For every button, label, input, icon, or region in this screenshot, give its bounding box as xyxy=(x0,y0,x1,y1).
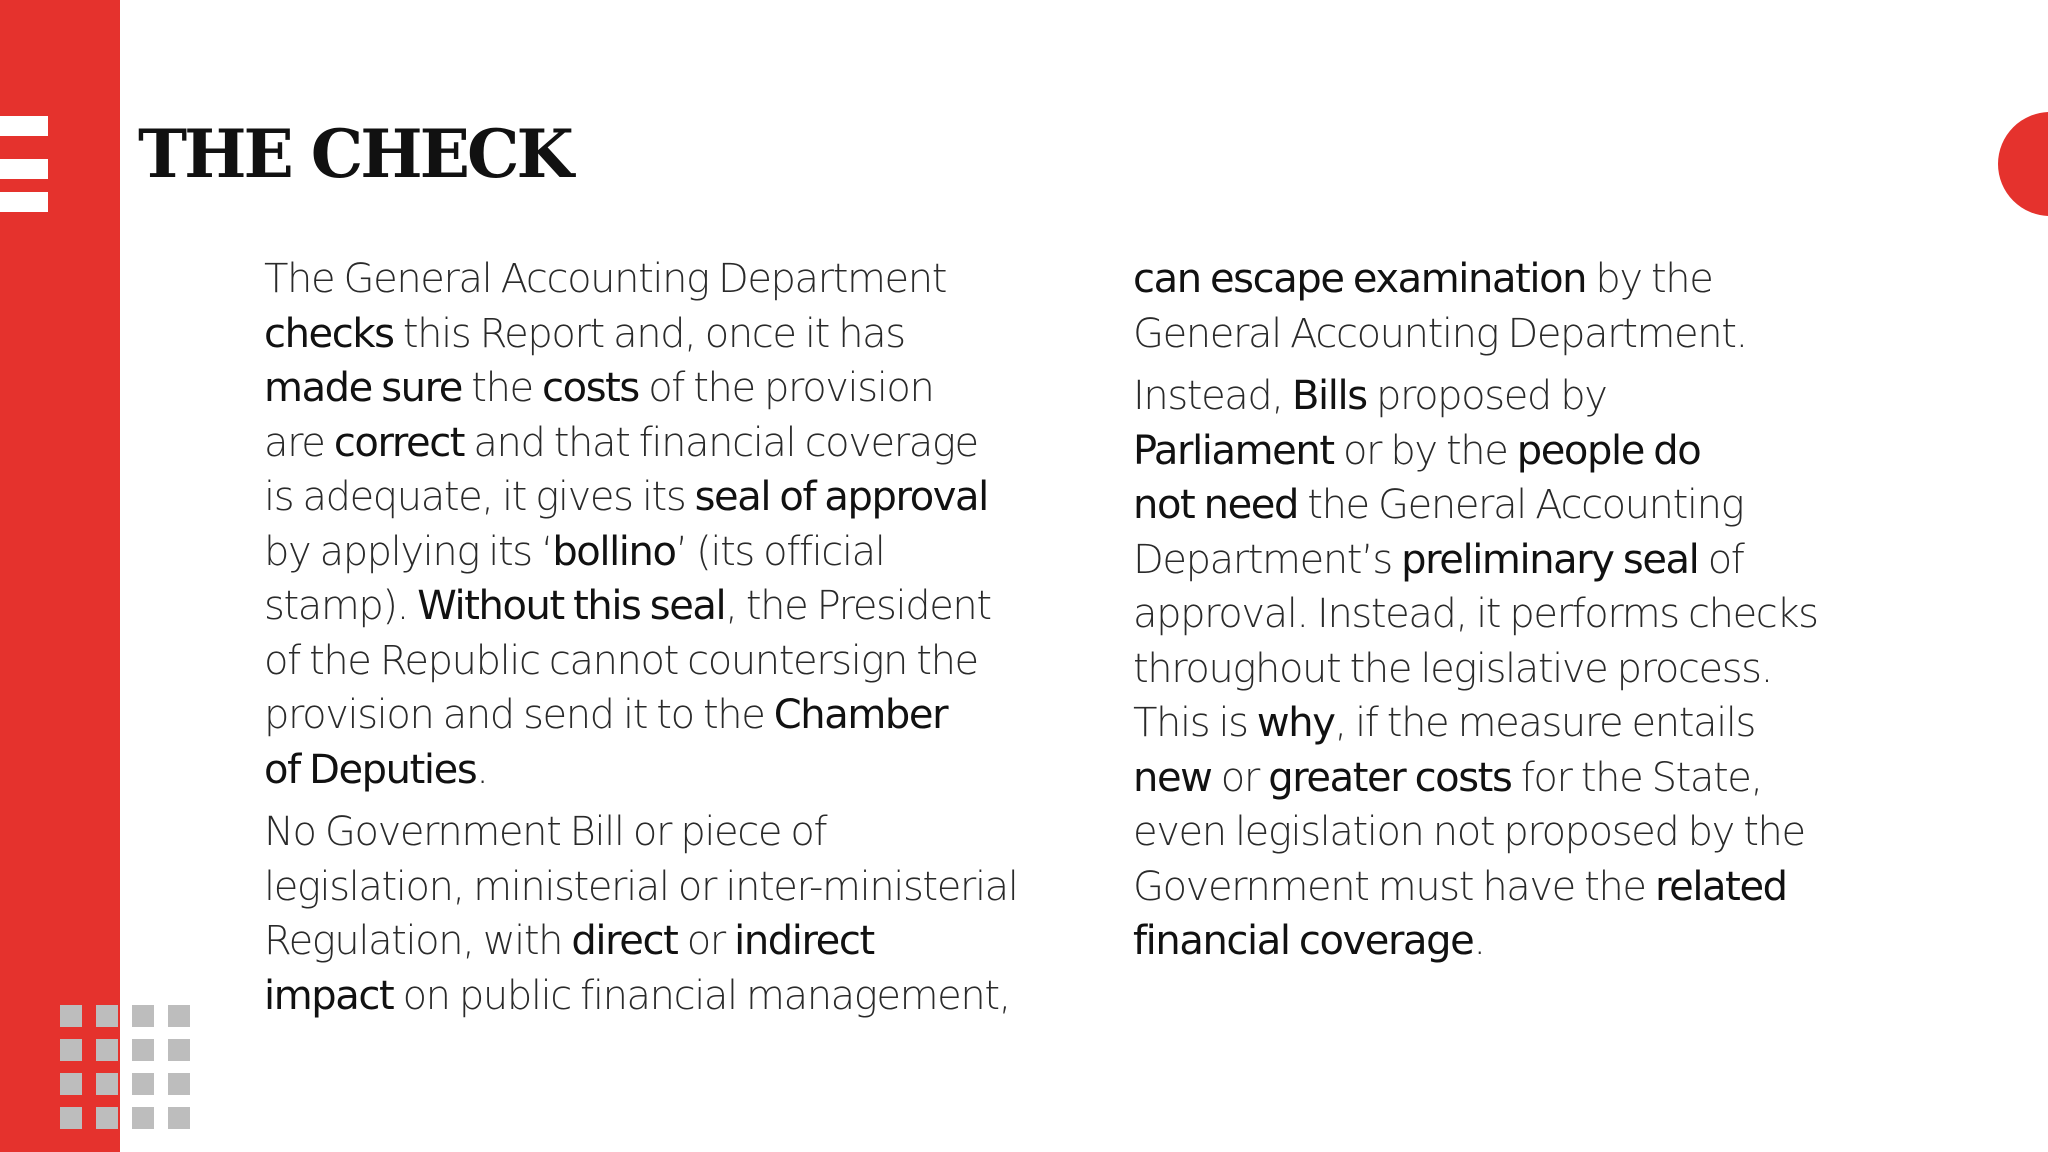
grid-square-decoration xyxy=(96,1005,118,1027)
bold-phrase: of Deputies xyxy=(264,746,477,793)
bold-phrase: why xyxy=(1256,700,1335,746)
text-run: or by the xyxy=(1333,427,1517,474)
bold-phrase: correct xyxy=(333,419,465,466)
bold-phrase: Parliament xyxy=(1133,427,1334,474)
text-line xyxy=(264,969,1094,1024)
grid-square-decoration xyxy=(60,1039,82,1061)
text-line xyxy=(264,805,1094,860)
grid-square-decoration xyxy=(168,1005,190,1027)
text-run: even legislation not proposed by the xyxy=(1133,809,1805,855)
bold-phrase: costs xyxy=(542,365,639,411)
text-paragraph xyxy=(1133,369,1933,969)
text-run: the xyxy=(461,365,543,411)
text-run: General Accounting Department. xyxy=(1133,310,1747,357)
white-stripe-decoration xyxy=(0,159,48,179)
text-line xyxy=(1133,424,1933,479)
grid-square-decoration xyxy=(168,1107,190,1129)
text-run: The General Accounting Department xyxy=(264,256,946,302)
text-run: the General Accounting xyxy=(1297,482,1744,528)
slide-title: THE CHECK xyxy=(138,115,571,193)
text-run: of xyxy=(1698,536,1744,583)
grid-square-decoration xyxy=(96,1039,118,1061)
grid-square-decoration xyxy=(168,1039,190,1061)
bold-phrase: Bills xyxy=(1292,373,1367,419)
text-run: or xyxy=(677,918,735,964)
grid-square-decoration xyxy=(132,1005,154,1027)
text-run: by the xyxy=(1586,256,1713,302)
text-line xyxy=(264,307,1094,362)
bold-phrase: greater costs xyxy=(1268,754,1512,801)
bold-phrase: can escape examination xyxy=(1133,256,1587,302)
text-line xyxy=(264,525,1094,580)
text-line xyxy=(1133,751,1933,806)
text-run: proposed by xyxy=(1366,373,1607,419)
text-run: Instead, xyxy=(1133,373,1293,419)
text-line xyxy=(1133,478,1933,533)
text-run: legislation, ministerial or inter-ministerial xyxy=(264,863,1018,910)
grid-square-decoration xyxy=(60,1073,82,1095)
white-stripe-decoration xyxy=(0,192,48,212)
text-run: Government must have the xyxy=(1133,863,1655,910)
bold-phrase: indirect xyxy=(734,918,874,964)
text-run: of the Republic cannot countersign the xyxy=(264,637,978,684)
text-run: No Government Bill or piece of xyxy=(264,809,827,855)
text-run: This is xyxy=(1133,700,1257,746)
text-run: and that financial coverage xyxy=(464,419,978,466)
text-paragraph xyxy=(264,252,1094,797)
text-run: approval. Instead, it performs checks xyxy=(1133,591,1818,637)
dot-grid-decoration xyxy=(60,1005,196,1125)
bold-phrase: not need xyxy=(1133,482,1298,528)
text-run: . xyxy=(1473,918,1485,964)
text-run: on public financial management, xyxy=(393,972,1010,1019)
text-run: , the President xyxy=(725,583,991,629)
bold-phrase: Chamber xyxy=(773,692,948,738)
bold-phrase: related xyxy=(1654,863,1787,910)
text-paragraph xyxy=(264,805,1094,1023)
text-run: throughout the legislative process. xyxy=(1133,645,1772,692)
text-line xyxy=(264,252,1094,307)
red-circle-decoration xyxy=(1998,112,2048,216)
text-line xyxy=(1133,642,1933,697)
bold-phrase: impact xyxy=(264,972,394,1019)
white-stripe-decoration xyxy=(0,116,48,136)
right-text-column xyxy=(1133,252,1933,969)
text-line xyxy=(264,470,1094,525)
text-run: Regulation, with xyxy=(264,918,572,964)
bold-phrase: checks xyxy=(264,310,394,357)
text-run: Department’s xyxy=(1133,536,1402,583)
text-line xyxy=(264,416,1094,471)
text-run: are xyxy=(264,419,334,466)
text-paragraph xyxy=(1133,252,1933,361)
text-line xyxy=(1133,533,1933,588)
red-side-bar xyxy=(0,0,120,1152)
bold-phrase: made sure xyxy=(264,365,462,411)
bold-phrase: bollino xyxy=(552,528,676,575)
text-line xyxy=(1133,587,1933,642)
text-run: stamp). xyxy=(264,583,418,629)
text-line xyxy=(1133,914,1933,969)
text-line xyxy=(1133,805,1933,860)
grid-square-decoration xyxy=(60,1005,82,1027)
left-text-column xyxy=(264,252,1094,1023)
grid-square-decoration xyxy=(168,1073,190,1095)
text-run: . xyxy=(476,746,488,793)
text-run: is adequate, it gives its xyxy=(264,474,695,520)
grid-square-decoration xyxy=(132,1107,154,1129)
text-run: , if the measure entails xyxy=(1334,700,1755,746)
grid-square-decoration xyxy=(132,1039,154,1061)
bold-phrase: direct xyxy=(571,918,678,964)
bold-phrase: Without this seal xyxy=(417,583,726,629)
text-line xyxy=(264,634,1094,689)
text-line xyxy=(1133,860,1933,915)
text-line xyxy=(264,361,1094,416)
text-line xyxy=(264,743,1094,798)
text-line xyxy=(264,579,1094,634)
bold-phrase: people do xyxy=(1516,427,1701,474)
text-line xyxy=(264,860,1094,915)
text-run: of the provision xyxy=(638,365,934,411)
text-run: this Report and, once it has xyxy=(393,310,905,357)
bold-phrase: seal of approval xyxy=(694,474,988,520)
text-line xyxy=(264,914,1094,969)
grid-square-decoration xyxy=(132,1073,154,1095)
text-line xyxy=(1133,252,1933,307)
text-run: for the State, xyxy=(1511,754,1762,801)
text-run: provision and send it to the xyxy=(264,692,774,738)
text-line xyxy=(1133,696,1933,751)
bold-phrase: financial coverage xyxy=(1133,918,1474,964)
text-run: by applying its ‘ xyxy=(264,528,553,575)
text-run: ’ (its official xyxy=(675,528,885,575)
grid-square-decoration xyxy=(60,1107,82,1129)
bold-phrase: preliminary seal xyxy=(1401,536,1699,583)
text-line xyxy=(1133,307,1933,362)
grid-square-decoration xyxy=(96,1107,118,1129)
text-run: or xyxy=(1211,754,1269,801)
grid-square-decoration xyxy=(96,1073,118,1095)
text-line xyxy=(264,688,1094,743)
bold-phrase: new xyxy=(1133,754,1212,801)
text-line xyxy=(1133,369,1933,424)
